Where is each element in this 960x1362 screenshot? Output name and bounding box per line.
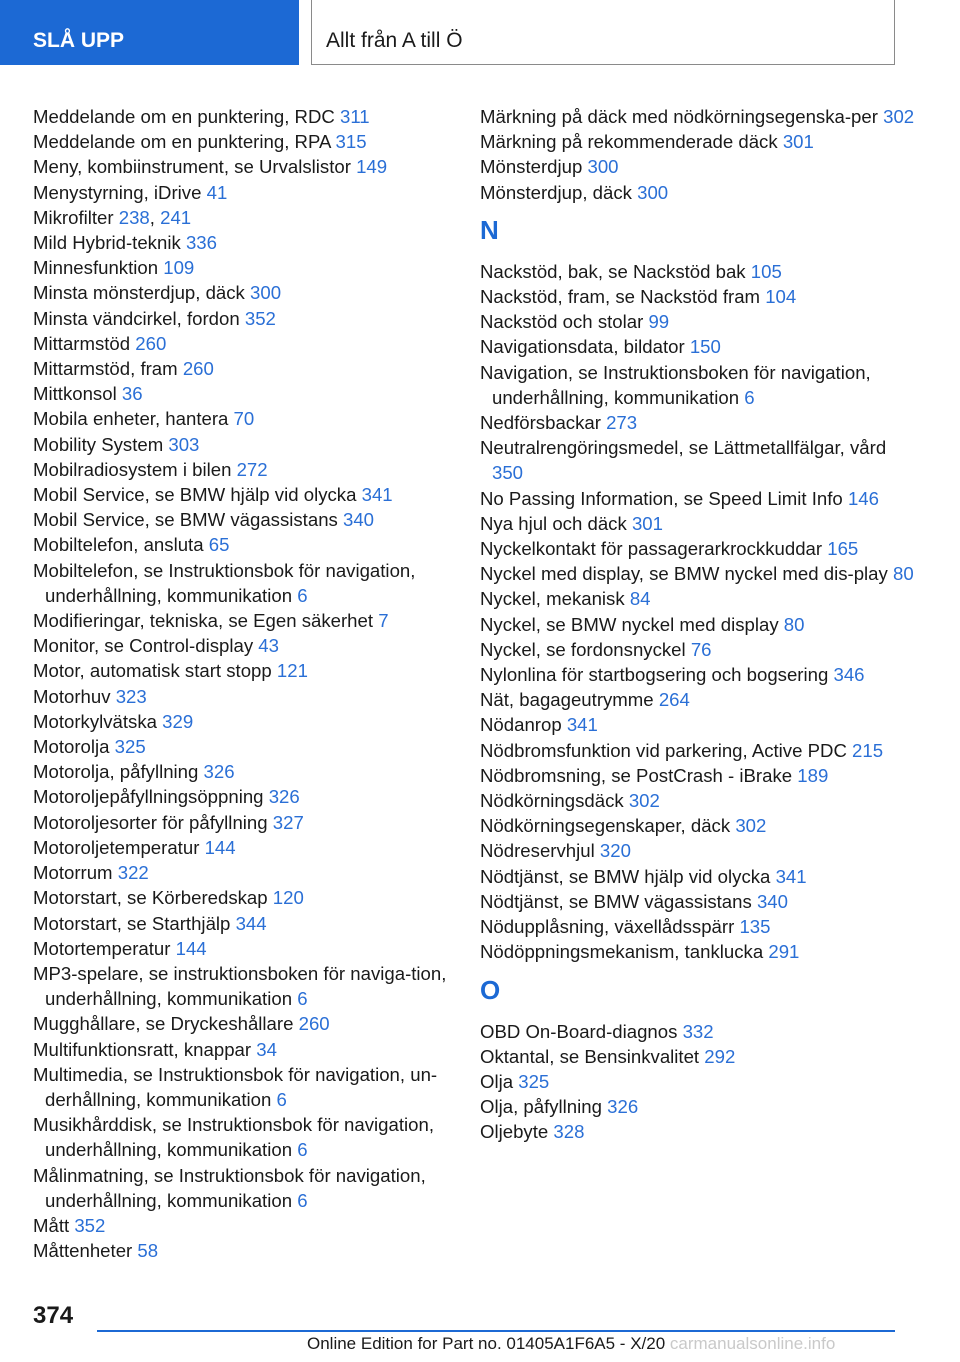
page-link[interactable]: 260 bbox=[298, 1013, 330, 1035]
entry-text: Motoroljesorter för påfyllning bbox=[33, 811, 268, 833]
index-entry bbox=[480, 334, 920, 359]
page-link[interactable]: 292 bbox=[704, 1045, 736, 1067]
page-link[interactable]: 84 bbox=[629, 588, 651, 610]
entry-text: Nyckel med display, se BMW nyckel med dis-play bbox=[480, 563, 888, 585]
index-entry bbox=[33, 759, 453, 784]
entry-text: Motorstart, se Körberedskap bbox=[33, 887, 268, 909]
entry-text: Olja, påfyllning bbox=[480, 1096, 602, 1118]
page-link[interactable]: 65 bbox=[208, 534, 230, 556]
page-link[interactable]: 301 bbox=[631, 512, 663, 534]
index-column-right bbox=[480, 104, 920, 1145]
footer bbox=[307, 1334, 835, 1354]
page-link[interactable]: 43 bbox=[258, 635, 279, 657]
section-tab[interactable]: SLÅ UPP bbox=[0, 0, 299, 65]
index-entry bbox=[33, 860, 453, 885]
page-link[interactable]: 344 bbox=[235, 912, 267, 934]
page-link[interactable]: 80 bbox=[892, 563, 914, 585]
entry-text: Motortemperatur bbox=[33, 937, 171, 959]
index-entry bbox=[33, 885, 453, 910]
page-link[interactable]: 6 bbox=[297, 584, 308, 606]
page-link[interactable]: 336 bbox=[185, 232, 217, 254]
index-entry bbox=[480, 104, 920, 129]
index-entry bbox=[480, 662, 920, 687]
index-entry bbox=[480, 738, 920, 763]
index-entry bbox=[33, 608, 453, 633]
entry-text: Nackstöd, bak, se Nackstöd bak bbox=[480, 260, 746, 282]
page-link[interactable]: 34 bbox=[256, 1038, 277, 1060]
entry-text: Nödbromsning, se PostCrash - iBrake bbox=[480, 764, 793, 786]
entry-text: Mobiltelefon, ansluta bbox=[33, 534, 204, 556]
entry-text: Märkning på rekommenderade däck bbox=[480, 131, 778, 153]
index-entry: Mikrofilter 238, 241 bbox=[33, 206, 192, 228]
page-number: 374 bbox=[33, 1302, 74, 1329]
page-link[interactable]: 6 bbox=[297, 1189, 308, 1211]
index-entry bbox=[33, 810, 453, 835]
entry-text: Motorolja bbox=[33, 736, 110, 758]
page-link[interactable]: 327 bbox=[272, 811, 304, 833]
index-entry bbox=[33, 280, 453, 305]
index-entry bbox=[33, 129, 453, 154]
page-link[interactable]: 215 bbox=[852, 739, 884, 761]
page-link[interactable]: 352 bbox=[74, 1214, 106, 1236]
page-link[interactable]: 332 bbox=[682, 1020, 714, 1042]
index-entry bbox=[480, 561, 920, 586]
page-link[interactable]: 105 bbox=[750, 260, 782, 282]
page-link[interactable]: 320 bbox=[599, 840, 631, 862]
entry-text: Nyckel, se BMW nyckel med display bbox=[480, 613, 779, 635]
entry-text: Multifunktionsratt, knappar bbox=[33, 1038, 252, 1060]
entry-text: Mittkonsol bbox=[33, 383, 117, 405]
page-link[interactable]: 325 bbox=[518, 1070, 550, 1092]
index-entry bbox=[33, 784, 453, 809]
entry-text: Neutralrengöringsmedel, se Lättmetallfälgar, vård bbox=[480, 437, 887, 459]
page-link[interactable]: 346 bbox=[833, 664, 865, 686]
page-link[interactable]: 189 bbox=[797, 764, 829, 786]
page-link[interactable]: 80 bbox=[783, 613, 805, 635]
entry-text: Nyckel, se fordonsnyckel bbox=[480, 638, 686, 660]
page-link[interactable]: 311 bbox=[339, 106, 370, 127]
page-link[interactable]: 340 bbox=[756, 890, 788, 912]
entry-text: Nödupplåsning, växellådsspärr bbox=[480, 916, 735, 938]
index-entry bbox=[33, 180, 453, 205]
index-entry bbox=[33, 734, 453, 759]
index-entry bbox=[33, 230, 453, 255]
index-entry bbox=[480, 284, 920, 309]
index-entry bbox=[33, 154, 453, 179]
page-link[interactable]: 272 bbox=[236, 458, 268, 480]
page-link[interactable]: 6 bbox=[297, 988, 308, 1010]
entry-text: Måttenheter bbox=[33, 1240, 133, 1262]
index-entry bbox=[33, 684, 453, 709]
page-link[interactable]: 300 bbox=[587, 156, 619, 178]
entry-text: Nya hjul och däck bbox=[480, 512, 627, 534]
index-entry bbox=[480, 939, 920, 964]
entry-text: Minnesfunktion bbox=[33, 257, 159, 279]
page-link[interactable]: 104 bbox=[765, 286, 797, 308]
index-entry bbox=[480, 435, 920, 485]
watermark: carmanualsonline.info bbox=[669, 1334, 836, 1353]
page-link[interactable]: 165 bbox=[827, 538, 859, 560]
entry-text: Nackstöd, fram, se Nackstöd fram bbox=[480, 286, 761, 308]
index-entry bbox=[33, 936, 453, 961]
index-entry bbox=[480, 838, 920, 863]
page-link[interactable]: 302 bbox=[628, 790, 660, 812]
page-link[interactable]: 76 bbox=[690, 638, 712, 660]
page-link[interactable]: 341 bbox=[361, 484, 393, 506]
entry-text: Mobil Service, se BMW vägassistans bbox=[33, 509, 338, 531]
page-link[interactable]: 291 bbox=[768, 941, 800, 963]
page-link[interactable]: 303 bbox=[168, 433, 200, 455]
entry-text: Mobiltelefon, se Instruktionsbok för navigation, underhållning, kommunikation bbox=[33, 559, 416, 606]
page-link[interactable]: 341 bbox=[566, 714, 598, 736]
page-link[interactable]: 326 bbox=[268, 786, 300, 808]
page-link[interactable]: 300 bbox=[637, 181, 669, 203]
entry-text: Mönsterdjup, däck bbox=[480, 181, 632, 203]
page-link[interactable]: 264 bbox=[658, 689, 690, 711]
index-entry bbox=[480, 154, 920, 179]
index-entry bbox=[480, 410, 920, 435]
entry-text: Målinmatning, se Instruktionsbok för navigation, underhållning, kommunikation bbox=[33, 1164, 426, 1211]
entry-text: Nyckelkontakt för passagerarkrockkuddar bbox=[480, 538, 823, 560]
index-entry bbox=[33, 406, 453, 431]
entry-text: Nödkörningsdäck bbox=[480, 790, 624, 812]
index-entry bbox=[480, 612, 920, 637]
page-title: Allt från A till Ö bbox=[311, 0, 895, 65]
entry-text: Menystyrning, iDrive bbox=[33, 181, 202, 203]
entry-text: Motorrum bbox=[33, 862, 113, 884]
index-entry bbox=[480, 360, 920, 410]
page-link[interactable]: 7 bbox=[378, 610, 389, 632]
page-link[interactable]: 350 bbox=[492, 462, 524, 484]
page-link[interactable]: 144 bbox=[175, 937, 207, 959]
entry-text: Nylonlina för startbogsering och bogsering bbox=[480, 664, 829, 686]
index-entry bbox=[33, 482, 453, 507]
entry-text: Nödanrop bbox=[480, 714, 562, 736]
index-entry bbox=[33, 911, 453, 936]
entry-text: Nödtjänst, se BMW vägassistans bbox=[480, 890, 752, 912]
index-entry bbox=[33, 432, 453, 457]
page-link[interactable]: 329 bbox=[162, 710, 194, 732]
entry-text: Nyckel, mekanisk bbox=[480, 588, 625, 610]
index-column-left bbox=[33, 104, 453, 1263]
entry-text: Musikhårddisk, se Instruktionsbok för navigation, underhållning, kommunikation bbox=[33, 1114, 434, 1161]
page-link[interactable]: 238 bbox=[118, 206, 150, 228]
section-letter: O bbox=[480, 974, 501, 1005]
entry-text: Märkning på däck med nödkörningsegenska-per bbox=[480, 106, 878, 127]
page-link[interactable]: 150 bbox=[689, 336, 721, 358]
page-link[interactable]: 301 bbox=[782, 131, 814, 153]
page-link[interactable]: 6 bbox=[297, 1139, 308, 1161]
index-entry bbox=[33, 1163, 453, 1213]
entry-text: Nödtjänst, se BMW hjälp vid olycka bbox=[480, 865, 771, 887]
index-entry bbox=[480, 536, 920, 561]
index-entry bbox=[33, 1213, 453, 1238]
page-link[interactable]: 323 bbox=[115, 685, 147, 707]
page-link[interactable]: 352 bbox=[244, 307, 276, 329]
index-entry bbox=[480, 813, 920, 838]
page-link[interactable]: 121 bbox=[276, 660, 308, 682]
entry-text: Mittarmstöd, fram bbox=[33, 358, 178, 380]
index-entry bbox=[480, 637, 920, 662]
page-link[interactable]: 260 bbox=[135, 332, 167, 354]
index-entry bbox=[33, 633, 453, 658]
entry-text: Nedförsbackar bbox=[480, 412, 601, 434]
entry-text: Monitor, se Control-display bbox=[33, 635, 254, 657]
index-entry bbox=[480, 788, 920, 813]
page-link[interactable]: 41 bbox=[206, 181, 228, 203]
page-link[interactable]: 341 bbox=[775, 865, 807, 887]
page-link[interactable]: 302 bbox=[735, 815, 767, 837]
entry-text: Nackstöd och stolar bbox=[480, 311, 644, 333]
index-entry bbox=[480, 889, 920, 914]
entry-text: Mobil Service, se BMW hjälp vid olycka bbox=[33, 484, 357, 506]
index-entry bbox=[33, 255, 453, 280]
entry-text: Navigation, se Instruktionsboken för navigation, underhållning, kommunikation bbox=[480, 361, 871, 408]
index-entry bbox=[480, 586, 920, 611]
index-entry bbox=[480, 486, 920, 511]
index-entry bbox=[33, 658, 453, 683]
index-entry bbox=[480, 1019, 920, 1044]
entry-text: MP3-spelare, se instruktionsboken för naviga-tion, underhållning, kommunikation bbox=[33, 962, 447, 1010]
page-link[interactable]: 70 bbox=[233, 408, 255, 430]
page-link[interactable]: 36 bbox=[121, 383, 143, 405]
index-entry bbox=[33, 381, 453, 406]
entry-text: Mått bbox=[33, 1214, 70, 1236]
page-link[interactable]: 325 bbox=[114, 736, 146, 758]
entry-text: Mikrofilter bbox=[33, 206, 114, 228]
entry-text: Mobility System bbox=[33, 433, 164, 455]
page-link[interactable]: 260 bbox=[182, 358, 214, 380]
index-entry bbox=[33, 331, 453, 356]
entry-text: Nödkörningsegenskaper, däck bbox=[480, 815, 731, 837]
index-entry bbox=[480, 259, 920, 284]
index-entry bbox=[33, 1037, 453, 1062]
entry-text: Olja bbox=[480, 1070, 514, 1092]
index-entry bbox=[33, 558, 453, 608]
entry-text: Meddelande om en punktering, RDC bbox=[33, 106, 335, 127]
entry-text: Motor, automatisk start stopp bbox=[33, 660, 272, 682]
page-link[interactable]: 241 bbox=[160, 206, 192, 228]
entry-text: Motorolja, påfyllning bbox=[33, 761, 199, 783]
index-entry bbox=[33, 457, 453, 482]
index-entry bbox=[33, 104, 453, 129]
page-link[interactable]: 300 bbox=[250, 282, 282, 304]
index-entry bbox=[33, 356, 453, 381]
entry-text: OBD On-Board-diagnos bbox=[480, 1020, 678, 1042]
index-entry bbox=[33, 507, 453, 532]
page-link[interactable]: 326 bbox=[203, 761, 235, 783]
page-link[interactable]: 273 bbox=[606, 412, 638, 434]
entry-text: Motoroljetemperatur bbox=[33, 836, 200, 858]
entry-text: Nödbromsfunktion vid parkering, Active PDC bbox=[480, 739, 847, 761]
entry-text: Motorhuv bbox=[33, 685, 111, 707]
entry-text: No Passing Information, se Speed Limit Info bbox=[480, 487, 843, 509]
entry-text: Oljebyte bbox=[480, 1121, 549, 1143]
index-entry bbox=[480, 511, 920, 536]
entry-text: Multimedia, se Instruktionsbok för navigation, un-derhållning, kommunikation bbox=[33, 1063, 438, 1110]
index-entry bbox=[480, 180, 920, 205]
entry-text: Mobilradiosystem i bilen bbox=[33, 458, 232, 480]
page-link[interactable]: 149 bbox=[356, 156, 388, 178]
index-entry bbox=[480, 914, 920, 939]
page-link[interactable]: 135 bbox=[739, 916, 771, 938]
entry-text: Nät, bagageutrymme bbox=[480, 689, 654, 711]
page-link[interactable]: 6 bbox=[744, 386, 755, 408]
page-link[interactable]: 6 bbox=[276, 1088, 287, 1110]
entry-text: Motorstart, se Starthjälp bbox=[33, 912, 231, 934]
index-entry bbox=[480, 687, 920, 712]
entry-text: Minsta vändcirkel, fordon bbox=[33, 307, 240, 329]
page-link[interactable]: 315 bbox=[335, 131, 367, 153]
entry-text: Navigationsdata, bildator bbox=[480, 336, 685, 358]
footer-divider bbox=[97, 1330, 895, 1332]
page-link[interactable]: 144 bbox=[204, 836, 236, 858]
index-entry bbox=[480, 1069, 920, 1094]
page-link[interactable]: 302 bbox=[883, 106, 915, 127]
page-link[interactable]: 58 bbox=[137, 1240, 159, 1262]
index-entry bbox=[480, 864, 920, 889]
index-entry bbox=[480, 763, 920, 788]
page-link[interactable]: 120 bbox=[272, 887, 304, 909]
entry-text: Meddelande om en punktering, RPA bbox=[33, 131, 331, 153]
index-entry bbox=[33, 306, 453, 331]
entry-text: Modifieringar, tekniska, se Egen säkerhet bbox=[33, 610, 374, 632]
index-entry bbox=[480, 712, 920, 737]
entry-text: Nödöppningsmekanism, tanklucka bbox=[480, 941, 764, 963]
page-link[interactable]: 340 bbox=[343, 509, 375, 531]
entry-text: Meny, kombiinstrument, se Urvalslistor bbox=[33, 156, 351, 178]
page-link[interactable]: 328 bbox=[553, 1121, 585, 1143]
index-entry bbox=[33, 961, 453, 1011]
index-entry bbox=[33, 1112, 453, 1162]
index-entry bbox=[480, 1094, 920, 1119]
index-entry bbox=[480, 309, 920, 334]
index-entry bbox=[33, 709, 453, 734]
page-link[interactable]: 109 bbox=[163, 257, 195, 279]
index-entry bbox=[33, 835, 453, 860]
index-entry bbox=[33, 1011, 453, 1036]
page-link[interactable]: 99 bbox=[648, 311, 670, 333]
page-link[interactable]: 326 bbox=[607, 1096, 639, 1118]
index-entry bbox=[33, 532, 453, 557]
edition-note: Online Edition for Part no. 01405A1F6A5 - X/20 bbox=[307, 1334, 666, 1353]
entry-text: Mugghållare, se Dryckeshållare bbox=[33, 1013, 294, 1035]
entry-text: Motorkylvätska bbox=[33, 710, 157, 732]
entry-text: Minsta mönsterdjup, däck bbox=[33, 282, 245, 304]
entry-text: Oktantal, se Bensinkvalitet bbox=[480, 1045, 700, 1067]
page-link[interactable]: 146 bbox=[847, 487, 879, 509]
entry-text: Mobila enheter, hantera bbox=[33, 408, 229, 430]
page-link[interactable]: 322 bbox=[117, 862, 149, 884]
entry-text: Motoroljepåfyllningsöppning bbox=[33, 786, 264, 808]
entry-text: Mittarmstöd bbox=[33, 332, 131, 354]
index-entry bbox=[480, 1044, 920, 1069]
section-letter: N bbox=[480, 214, 499, 245]
index-entry bbox=[480, 129, 920, 154]
index-entry bbox=[33, 1062, 453, 1112]
entry-text: Mönsterdjup bbox=[480, 156, 583, 178]
entry-text: Mild Hybrid-teknik bbox=[33, 232, 181, 254]
index-entry bbox=[480, 1119, 920, 1144]
entry-text: Nödreservhjul bbox=[480, 840, 595, 862]
index-entry bbox=[33, 1238, 453, 1263]
